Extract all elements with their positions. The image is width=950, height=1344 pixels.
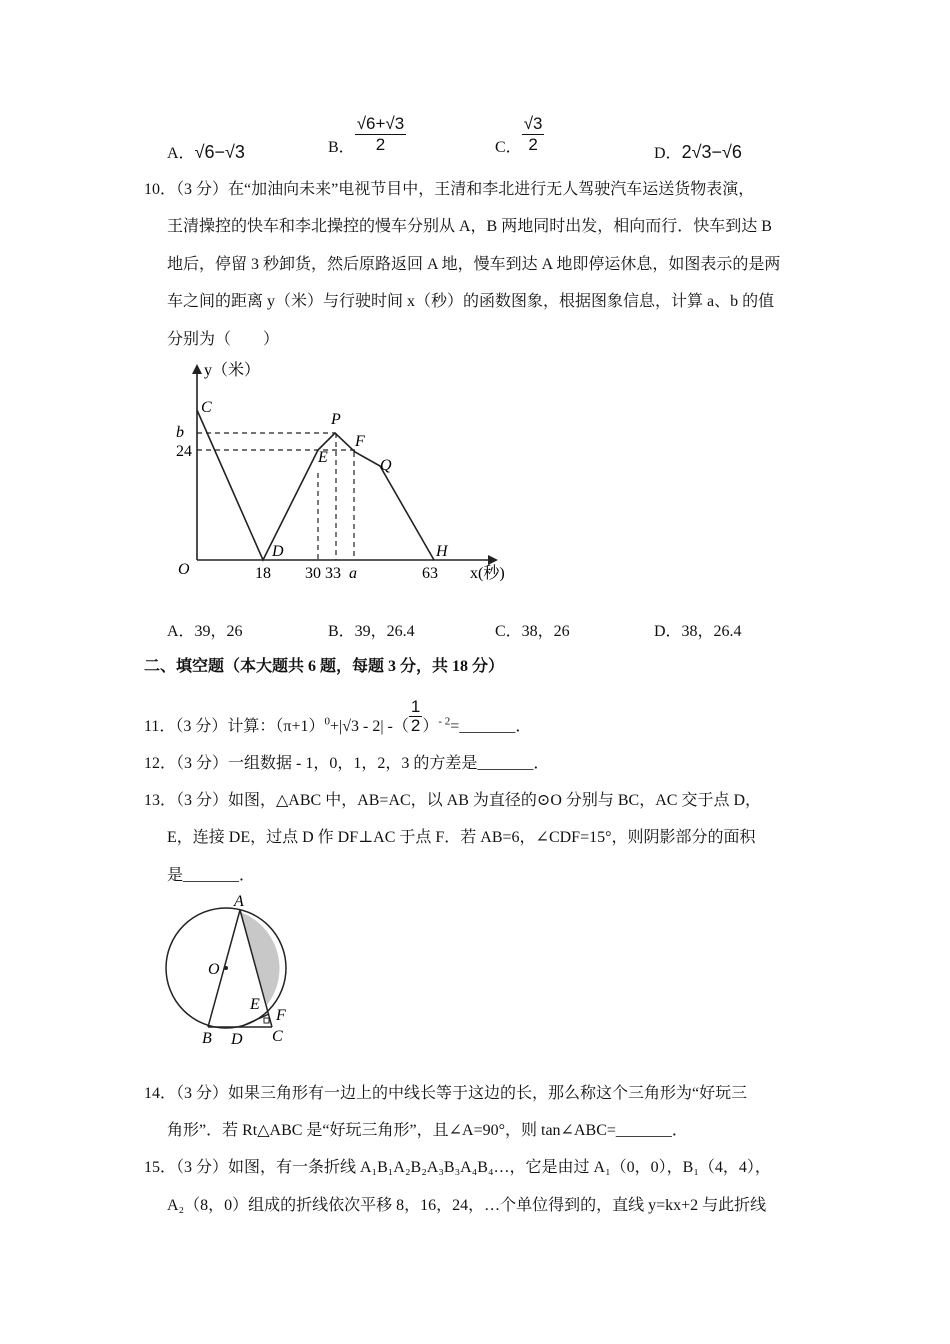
point-label-e: E: [318, 449, 328, 466]
q10-line-3: 地后，停留 3 秒卸货，然后原路返回 A 地，慢车到达 A 地即停运休息，如图表示的是两: [167, 256, 781, 273]
q13-line-2: E，连接 DE，过点 D 作 DF⊥AC 于点 F．若 AB=6，∠CDF=15°，则阴影部分的面积: [167, 829, 756, 846]
shaded-region: [240, 912, 279, 1005]
y-tick-24: 24: [176, 443, 192, 460]
label-b: B: [202, 1030, 212, 1047]
q14-line-1: 14．（3 分）如果三角形有一边上的中线长等于这边的长，那么称这个三角形为“好玩三: [144, 1085, 748, 1102]
q11-frac-den: 2: [410, 716, 421, 735]
point-label-f: F: [355, 433, 365, 450]
x-axis-arrow-icon: [488, 555, 498, 565]
label-e: E: [250, 996, 260, 1013]
q12-line: 12．（3 分）一组数据 - 1，0，1，2，3 的方差是_______．: [144, 755, 550, 772]
option-label: C．: [495, 139, 522, 157]
q10-option-c: C．38，26: [495, 623, 570, 640]
option-b-denominator: 2: [375, 135, 386, 154]
q10-option-d: D．38，26.4: [654, 623, 742, 640]
q10-line-5: 分别为（ ）: [167, 331, 280, 348]
x-tick-63: 63: [422, 565, 438, 582]
q15-line-1: 15．（3 分）如图，有一条折线 A₁B₁A₂B₂A₃B₃A₄B₄…，它是由过 A₁（0，0），B₁（4，4），: [144, 1159, 771, 1176]
q13-line-3: 是_______．: [167, 867, 256, 884]
option-d-expr: 2√3−√6: [681, 142, 742, 162]
point-label-h: H: [436, 543, 448, 560]
point-label-q: Q: [380, 457, 392, 474]
option-label: A．: [167, 145, 195, 162]
q10-line-1: 10．（3 分）在“加油向未来”电视节目中，王清和李北进行无人驾驶汽车运送货物表演，: [144, 181, 755, 198]
option-a-expr: √6−√3: [194, 142, 245, 162]
y-tick-b: b: [176, 424, 184, 441]
q13-circle-figure: [166, 893, 286, 1048]
q11-suffix: =_______．: [450, 718, 532, 735]
q15-line-2: A₂（8，0）组成的折线依次平移 8，16，24，…个单位得到的，直线 y=kx+2 与此折线: [167, 1197, 767, 1214]
x-tick-33: 33: [325, 565, 341, 582]
q11-close: ）: [422, 718, 439, 735]
label-o: O: [208, 961, 220, 978]
x-tick-a: a: [349, 565, 357, 582]
point-label-d: D: [272, 543, 284, 560]
option-c-denominator: 2: [528, 135, 538, 154]
q11-line: [144, 698, 531, 737]
q11-prefix: 11．（3 分）计算：（π+1）: [144, 718, 325, 735]
x-tick-30: 30: [305, 565, 321, 582]
guide-lines: [197, 433, 355, 560]
point-label-c: C: [201, 399, 212, 416]
label-c: C: [272, 1028, 283, 1045]
section-heading: 二、填空题（本大题共 6 题，每题 3 分，共 18 分）: [144, 658, 505, 675]
label-d: D: [231, 1031, 243, 1048]
q14-line-2: 角形”．若 Rt△ABC 是“好玩三角形”，且∠A=90°，则 tan∠ABC=_______．: [167, 1122, 688, 1139]
q10-option-b: B．39，26.4: [328, 623, 415, 640]
option-label: B．: [328, 139, 355, 157]
q11-exponent: - 2: [438, 715, 451, 728]
q10-line-4: 车之间的距离 y（米）与行驶时间 x（秒）的函数图象，根据图象信息，计算 a、b 的值: [167, 293, 775, 310]
y-axis-label: y（米）: [204, 362, 261, 379]
q11-exponent-0: 0: [324, 715, 331, 728]
q10-line-2: 王清操控的快车和李北操控的慢车分别从 A，B 两地同时出发，相向而行．快车到达 B: [167, 218, 772, 235]
x-tick-18: 18: [255, 565, 271, 582]
label-a: A: [234, 893, 244, 910]
point-label-p: P: [331, 411, 341, 428]
origin-label: O: [178, 561, 190, 578]
q11-frac-num: 1: [410, 697, 421, 716]
option-b-numerator: √6+√3: [356, 114, 405, 133]
label-f: F: [276, 1007, 286, 1024]
y-axis-arrow-icon: [192, 364, 202, 374]
x-axis-label: x(秒): [470, 565, 505, 582]
q13-line-1: 13．（3 分）如图，△ABC 中，AB=AC，以 AB 为直径的⊙O 分别与 BC，AC 交于点 D，: [144, 792, 761, 809]
option-label: D．: [654, 145, 682, 162]
q10-option-a: A．39，26: [167, 623, 243, 640]
option-c-numerator: √3: [523, 114, 543, 133]
q11-mid: +|√3 - 2| -（: [330, 718, 409, 735]
